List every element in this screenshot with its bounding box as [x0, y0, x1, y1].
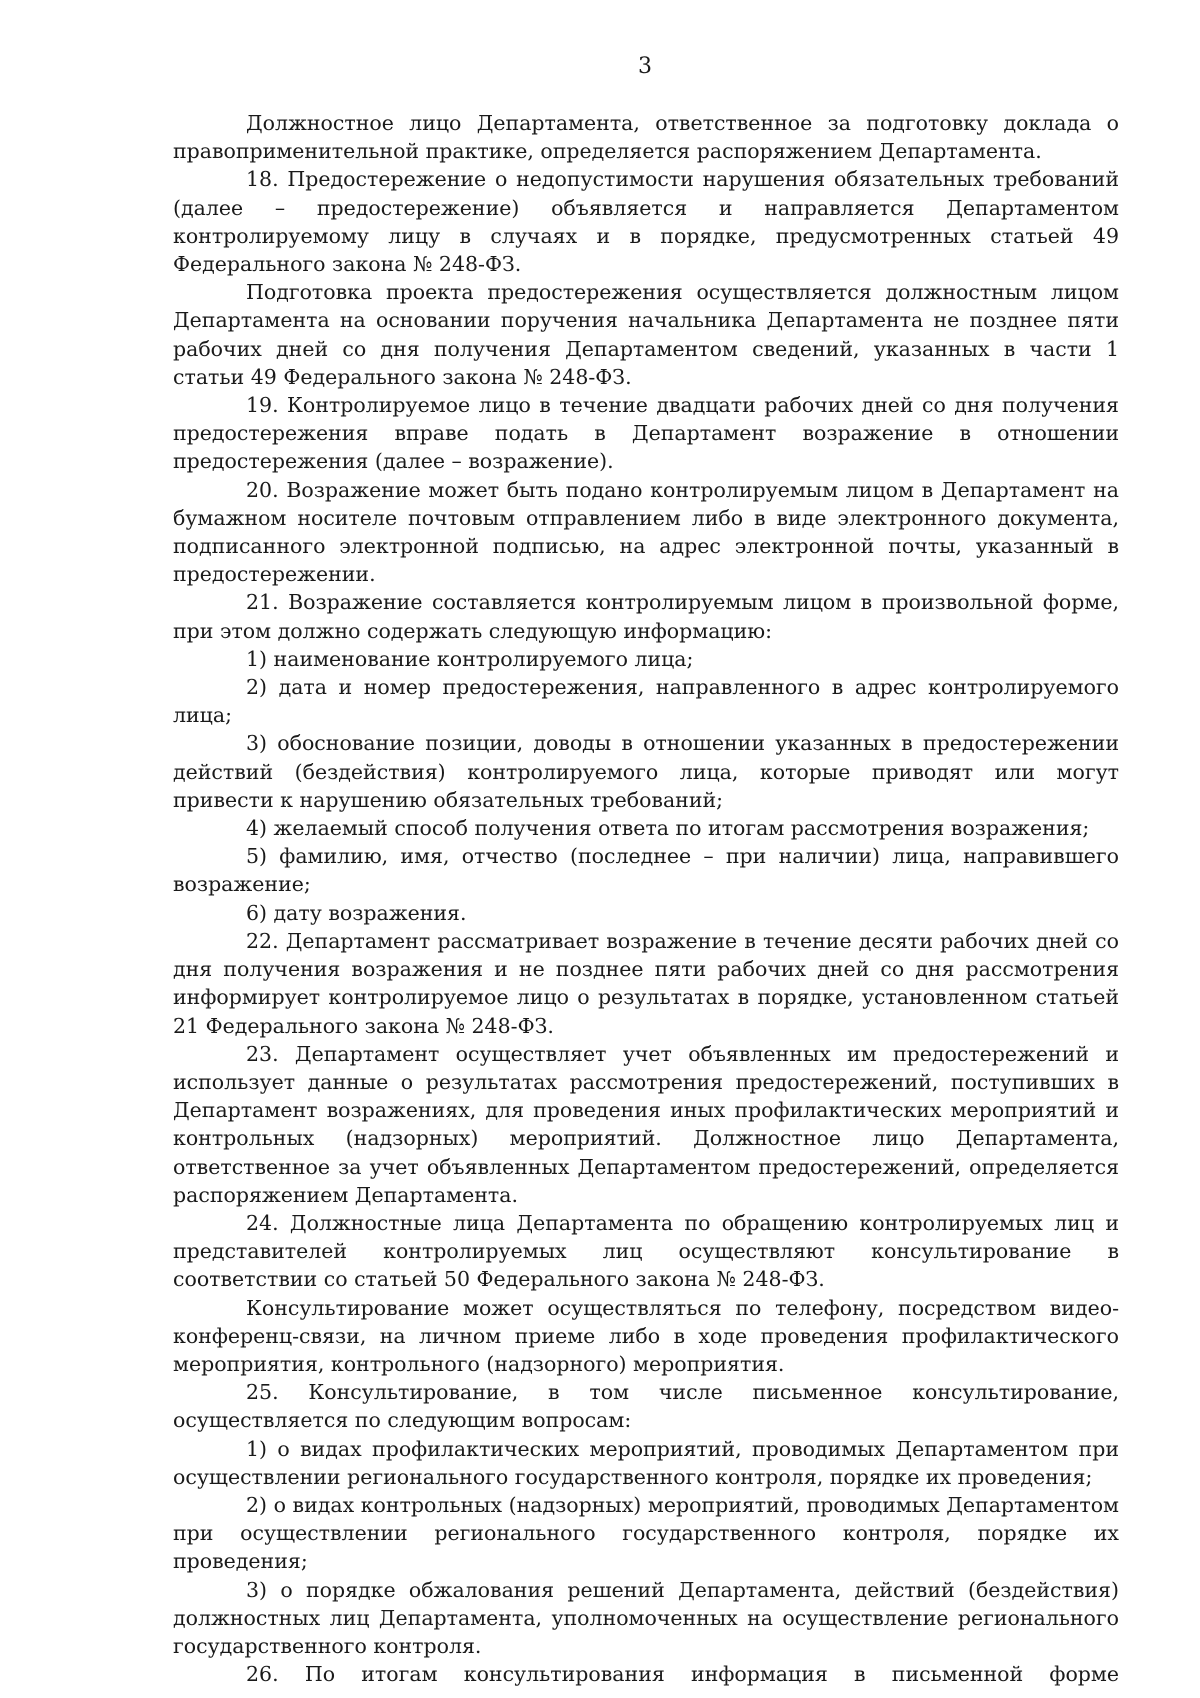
list-item: 1) о видах профилактических мероприятий, проводимых Департаментом при осуществлении регионального государственного контроля, порядке их проведения;	[173, 1436, 1119, 1489]
list-item: 3) обоснование позиции, доводы в отношении указанных в предостережении действий (бездействия) контролируемого лица, которые приводят или могут привести к нарушению обязательных требований;	[173, 731, 1119, 812]
paragraph: Должностное лицо Департамента, ответственное за подготовку доклада о правоприменительной практике, определяется распоряжением Департамента.	[173, 111, 1119, 164]
paragraph: 26. По итогам консультирования информация в письменной форме	[246, 1662, 1119, 1687]
paragraph: Консультирование может осуществляться по телефону, посредством видео-конференц-связи, на личном приеме либо в ходе проведения профилактического мероприятия, контрольного (надзорного) мероприятия.	[173, 1295, 1119, 1376]
list-item: 4) желаемый способ получения ответа по итогам рассмотрения возражения;	[246, 816, 1090, 841]
list-item: 3) о порядке обжалования решений Департамента, действий (бездействия) должностных лиц Департамента, уполномоченных на осуществление регионального государственного контроля.	[173, 1577, 1119, 1658]
page-number: 3	[638, 54, 652, 79]
list-item: 5) фамилию, имя, отчество (последнее – при наличии) лица, направившего возражение;	[173, 844, 1119, 897]
paragraph: 21. Возражение составляется контролируемым лицом в произвольной форме, при этом должно содержать следующую информацию:	[173, 590, 1119, 643]
paragraph: 19. Контролируемое лицо в течение двадцати рабочих дней со дня получения предостережения вправе подать в Департамент возражение в отношении предостережения (далее – возражение).	[173, 393, 1119, 474]
paragraph: 20. Возражение может быть подано контролируемым лицом в Департамент на бумажном носителе почтовым отправлением либо в виде электронного документа, подписанного электронной подписью, на адрес электронной почты, указанный в предостережении.	[173, 477, 1119, 587]
document-body	[173, 109, 1119, 1688]
paragraph: 23. Департамент осуществляет учет объявленных им предостережений и использует данные о результатах рассмотрения предостережений, поступивших в Департамент возражениях, для проведения иных профилактических мероприятий и контрольных (надзорных) мероприятий. Должностное лицо Департамента, ответственное за учет объявленных Департаментом предостережений, определяется распоряжением Департамента.	[173, 1041, 1119, 1207]
paragraph: 18. Предостережение о недопустимости нарушения обязательных требований (далее – предостережение) объявляется и направляется Департаментом контролируемому лицу в случаях и в порядке, предусмотренных статьей 49 Федерального закона № 248-ФЗ.	[173, 167, 1119, 277]
paragraph: 22. Департамент рассматривает возражение в течение десяти рабочих дней со дня получения возражения и не позднее пяти рабочих дней со дня рассмотрения информирует контролируемое лицо о результатах в порядке, установленном статьей 21 Федерального закона № 248-ФЗ.	[173, 928, 1119, 1038]
paragraph: 24. Должностные лица Департамента по обращению контролируемых лиц и представителей контролируемых лиц осуществляют консультирование в соответствии со статьей 50 Федерального закона № 248-ФЗ.	[173, 1210, 1119, 1292]
list-item: 1) наименование контролируемого лица;	[246, 646, 694, 671]
list-item: 2) дата и номер предостережения, направленного в адрес контролируемого лица;	[173, 675, 1119, 728]
list-item: 2) о видах контрольных (надзорных) мероприятий, проводимых Департаментом при осуществлении регионального государственного контроля, порядке их проведения;	[173, 1492, 1119, 1574]
list-item: 6) дату возражения.	[246, 900, 467, 925]
paragraph: 25. Консультирование, в том числе письменное консультирование, осуществляется по следующим вопросам:	[173, 1380, 1119, 1433]
paragraph: Подготовка проекта предостережения осуществляется должностным лицом Департамента на основании поручения начальника Департамента не позднее пяти рабочих дней со дня получения Департаментом сведений, указанных в части 1 статьи 49 Федерального закона № 248-ФЗ.	[173, 280, 1119, 389]
